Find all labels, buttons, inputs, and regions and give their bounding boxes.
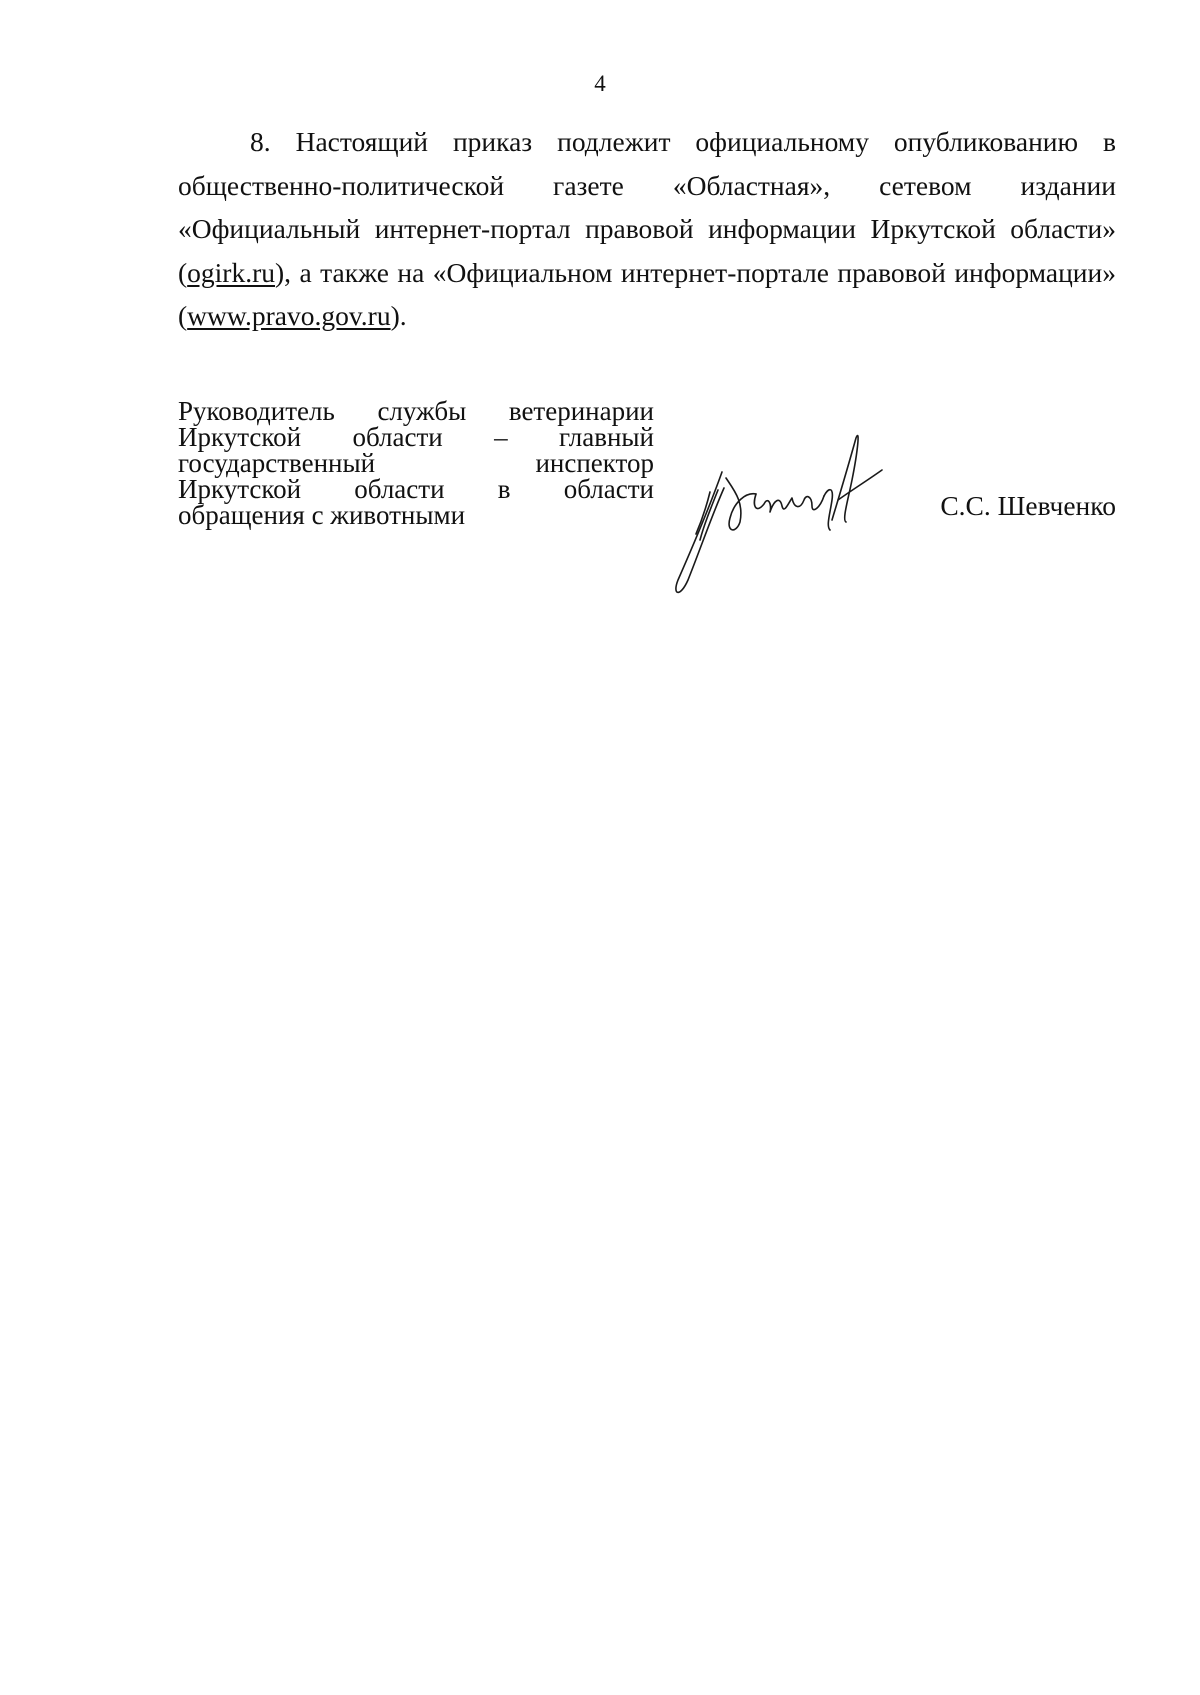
signer-title-line: обращения с животными — [178, 500, 466, 530]
signature-stroke — [676, 472, 724, 592]
signer-title-line: Иркутской области – главный — [178, 422, 654, 452]
paragraph-text-start: 8. Настоящий приказ подлежит официальному опубликованию в общественно-политической газете «Областная», сетевом издании «Официальный интернет-портал правовой информации Иркутской области» ( — [178, 126, 1116, 288]
publication-paragraph — [178, 120, 1116, 338]
ogirk-link[interactable]: ogirk.ru — [187, 256, 276, 288]
page-number: 4 — [594, 71, 606, 96]
pravo-link[interactable]: www.pravo.gov.ru — [187, 300, 391, 331]
signer-title — [178, 398, 654, 528]
signer-title-line: Иркутской области в области — [178, 474, 654, 504]
signer-name: С.С. Шевченко — [940, 490, 1116, 521]
paragraph-text-middle: ), а также на «Официальном интернет-портале правовой информации» ( — [178, 256, 1116, 331]
signature-stroke — [754, 494, 824, 512]
signature-stroke — [726, 478, 756, 530]
signature-stroke — [824, 490, 832, 530]
handwritten-signature — [660, 430, 920, 600]
signature-stroke — [832, 436, 858, 522]
signer-title-line: Руководитель службы ветеринарии — [178, 396, 654, 426]
paragraph-text-end: ). — [390, 300, 407, 331]
signature-stroke — [838, 470, 882, 500]
signer-title-line: государственный инспектор — [178, 448, 654, 478]
